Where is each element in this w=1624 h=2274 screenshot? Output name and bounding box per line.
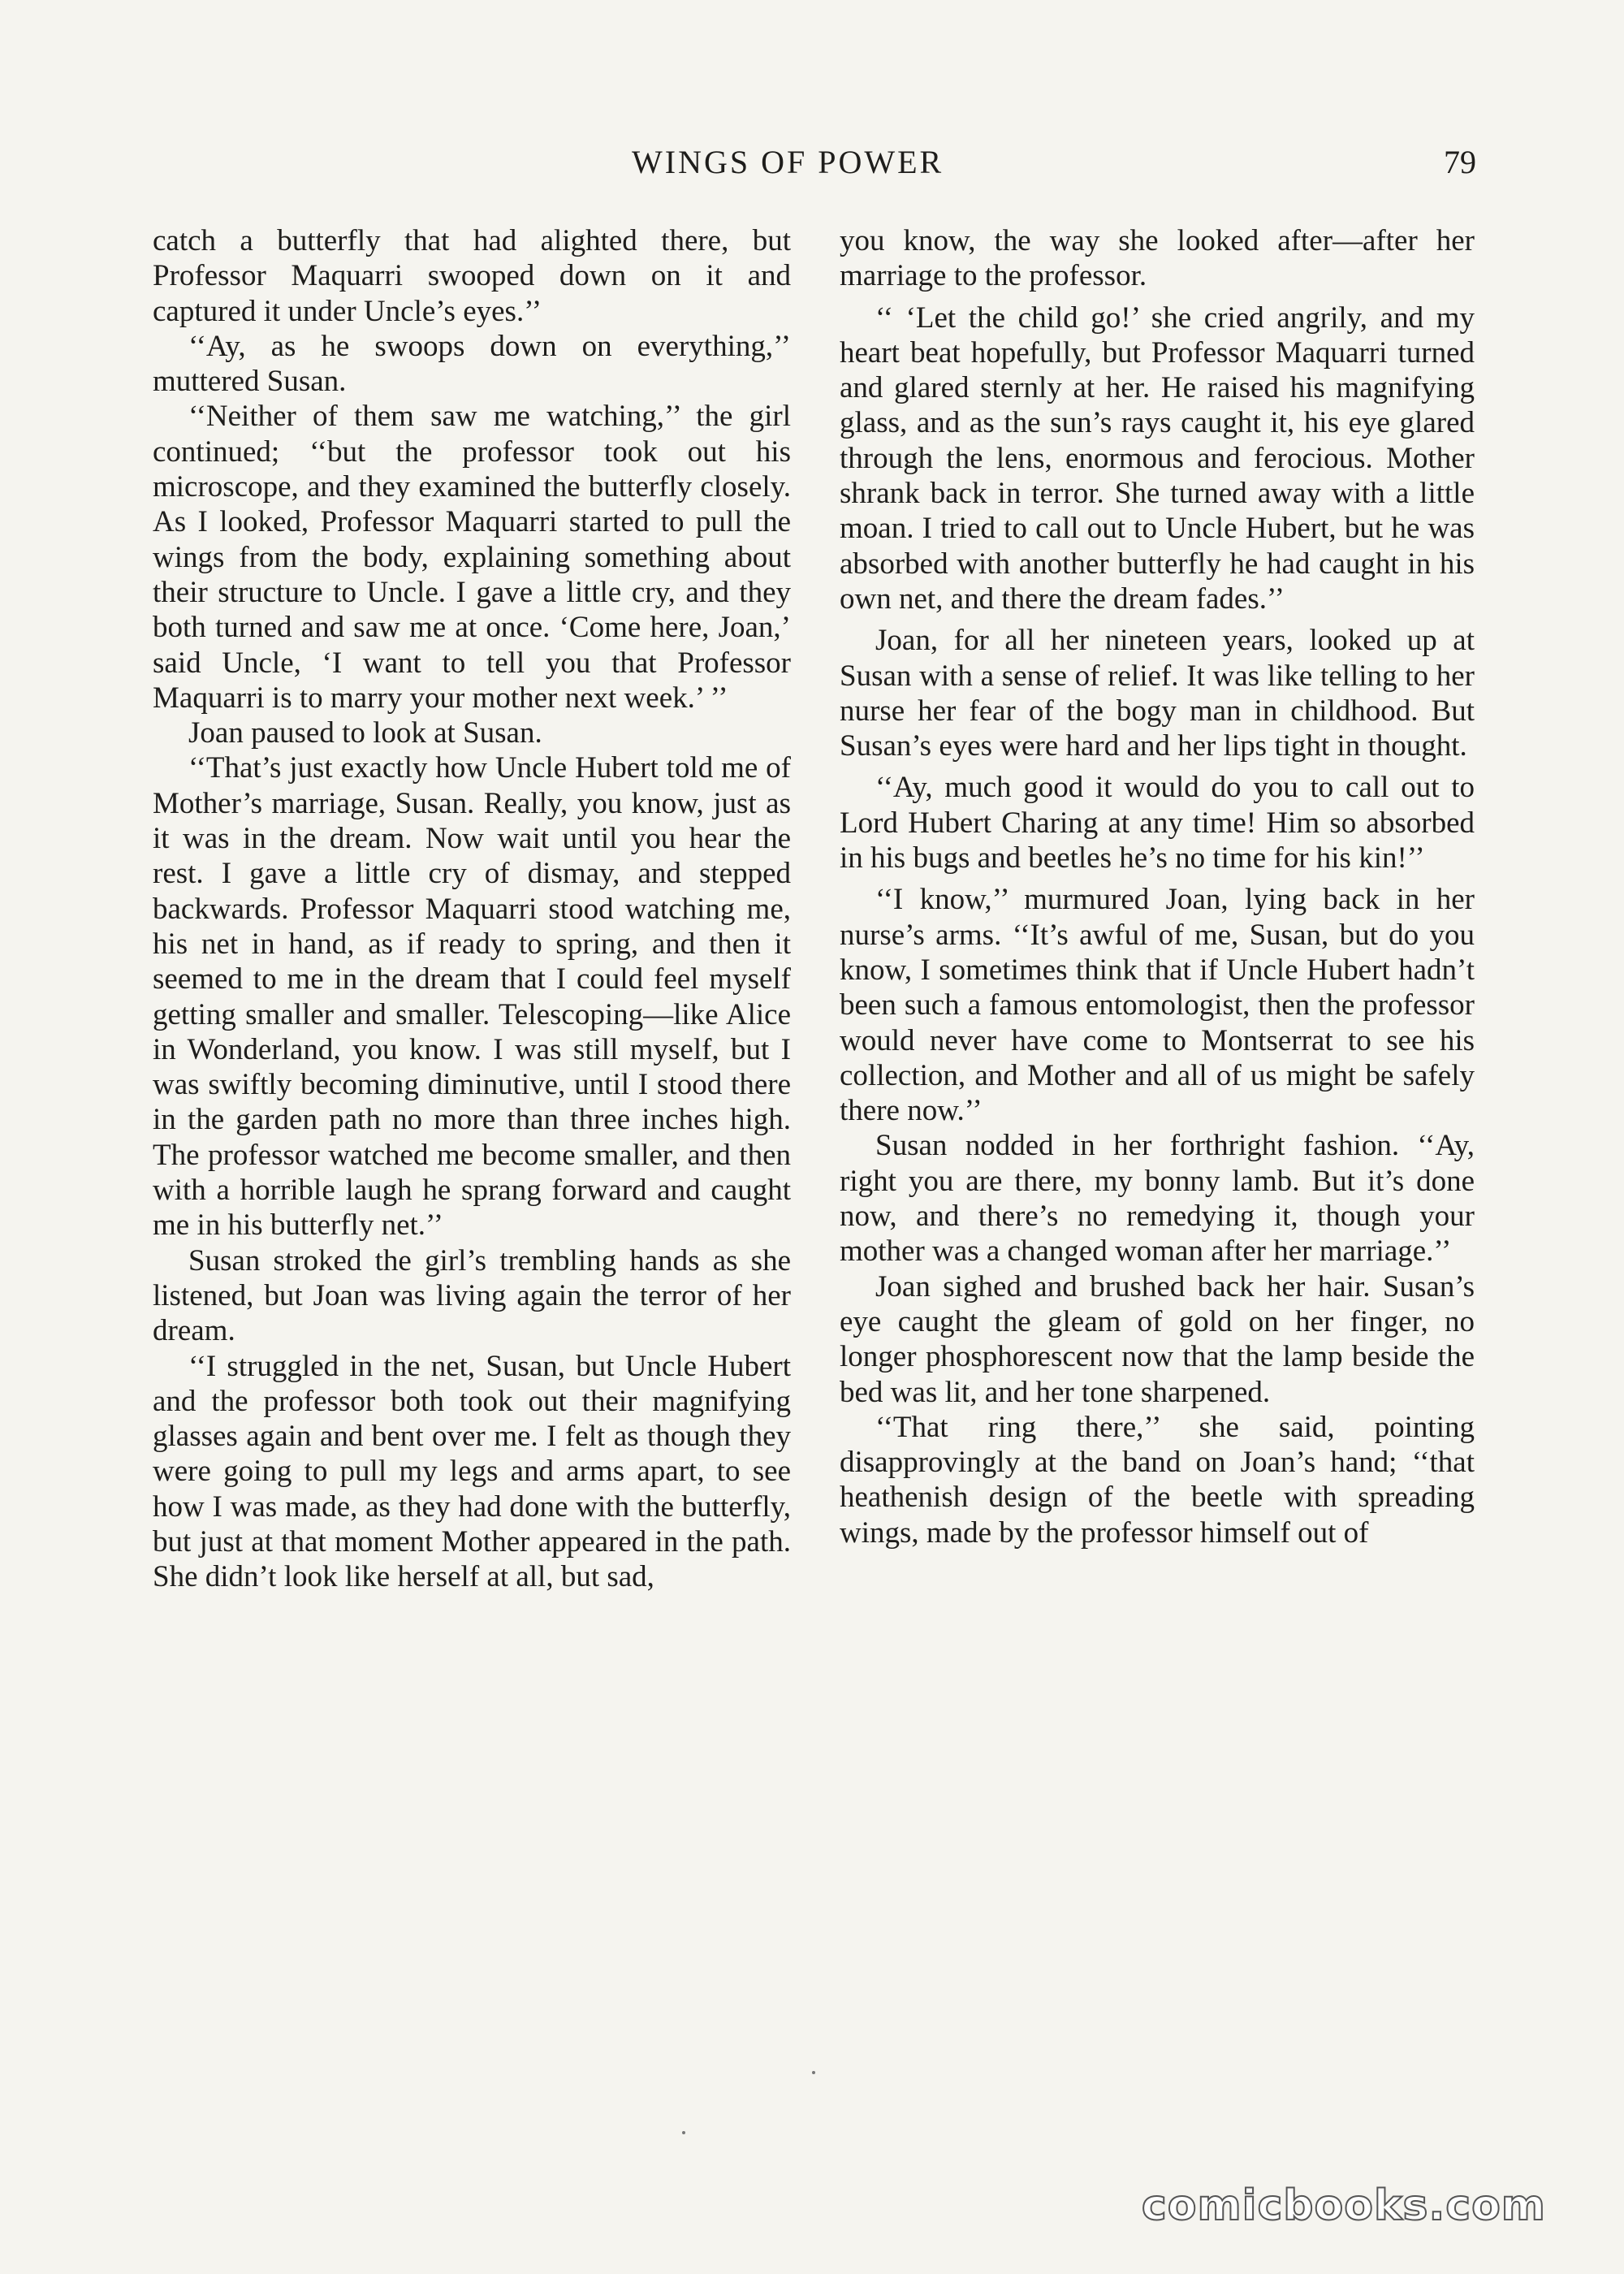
paragraph: ‘‘I know,’’ murmured Joan, lying back in her nurse’s arms. ‘‘It’s awful of me, Susan, but do you know, I sometimes think that if Uncle Hubert hadn’t been such a famous entomologist, then the professor would never have come to Montserrat to see his collection, and Mother and all of us might be safely there now.’’ (840, 883, 1475, 1128)
paragraph: ‘‘That ring there,’’ she said, pointing disapprovingly at the band on Joan’s hand; ‘‘that heathenish design of the beetle with spreading wings, made by the professor himself out of (840, 1410, 1475, 1550)
page-header (153, 143, 1476, 192)
paragraph: ‘‘Neither of them saw me watching,’’ the girl continued; ‘‘but the professor took out his microscope, and they examined the butterfly closely. As I looked, Professor Maquarri started to pull the wings from the body, explaining something about their structure to Uncle. I gave a little cry, and they both turned and saw me at once. ‘Come here, Joan,’ said Uncle, ‘I want to tell you that Professor Maquarri is to marry your mother next week.’ ’’ (153, 400, 791, 715)
paragraph: ‘‘Ay, as he swoops down on everything,’’ muttered Susan. (153, 329, 791, 399)
paragraph: ‘‘That’s just exactly how Uncle Hubert told me of Mother’s marriage, Susan. Really, you know, just as it was in the dream. Now wait until you hear the rest. I gave a little cry of dismay, and stepped backwards. Professor Maquarri stood watching me, his net in hand, as if ready to spring, and then it seemed to me in the dream that I could feel myself getting smaller and smaller. Telescoping—like Alice in Wonderland, you know. I was still myself, but I was swiftly becoming diminutive, until I stood there in the garden path no more than three inches high. The professor watched me become smaller, and then with a horrible laugh he sprang forward and caught me in his butterfly net.’’ (153, 751, 791, 1243)
right-column (840, 223, 1475, 1550)
watermark: comicbooks.com (1141, 2181, 1546, 2230)
paragraph: Susan nodded in her forthright fashion. ‘‘Ay, right you are there, my bonny lamb. But it’s done now, and there’s no remedying it, though your mother was a changed woman after her marriage.’’ (840, 1129, 1475, 1269)
paragraph: Joan paused to look at Susan. (188, 716, 542, 750)
paragraph: ‘‘I struggled in the net, Susan, but Uncle Hubert and the professor both took out their magnifying glasses again and bent over me. I felt as though they were going to pull my legs and arms apart, to see how I was made, as they had done with the butterfly, but just at that moment Mother appeared in the path. She didn’t look like herself at all, but sad, (153, 1349, 791, 1594)
paragraph: ‘‘Ay, much good it would do you to call out to Lord Hubert Charing at any time! Him so absorbed in his bugs and beetles he’s no time for his kin!’’ (840, 771, 1475, 875)
paragraph: ‘‘ ‘Let the child go!’ she cried angrily, and my heart beat hopefully, but Professor Maquarri turned and glared sternly at her. He raised his magnifying glass, and as the sun’s rays caught it, his eye glared through the lens, enormous and ferocious. Mother shrank back in terror. She turned away with a little moan. I tried to call out to Uncle Hubert, but he was absorbed with another butterfly he had caught in his own net, and there the dream fades.’’ (840, 300, 1475, 616)
print-speck (682, 2131, 685, 2134)
paragraph: you know, the way she looked after—after her marriage to the professor. (840, 224, 1475, 293)
paragraph: Joan sighed and brushed back her hair. Susan’s eye caught the gleam of gold on her finger, no longer phosphorescent now that the lamp beside the bed was lit, and her tone sharpened. (840, 1269, 1475, 1409)
page-number: 79 (1444, 144, 1476, 180)
left-column (153, 223, 791, 1595)
running-title: WINGS OF POWER (632, 144, 944, 180)
paragraph: catch a butterfly that had alighted there, but Professor Maquarri swooped down on it and captured it under Uncle’s eyes.’’ (153, 224, 791, 328)
paragraph: Susan stroked the girl’s trembling hands as she listened, but Joan was living again the terror of her dream. (153, 1243, 791, 1348)
print-speck (812, 2071, 815, 2074)
paragraph: Joan, for all her nineteen years, looked up at Susan with a sense of relief. It was like telling to her nurse her fear of the bogy man in childhood. But Susan’s eyes were hard and her lips tight in thought. (840, 624, 1475, 763)
